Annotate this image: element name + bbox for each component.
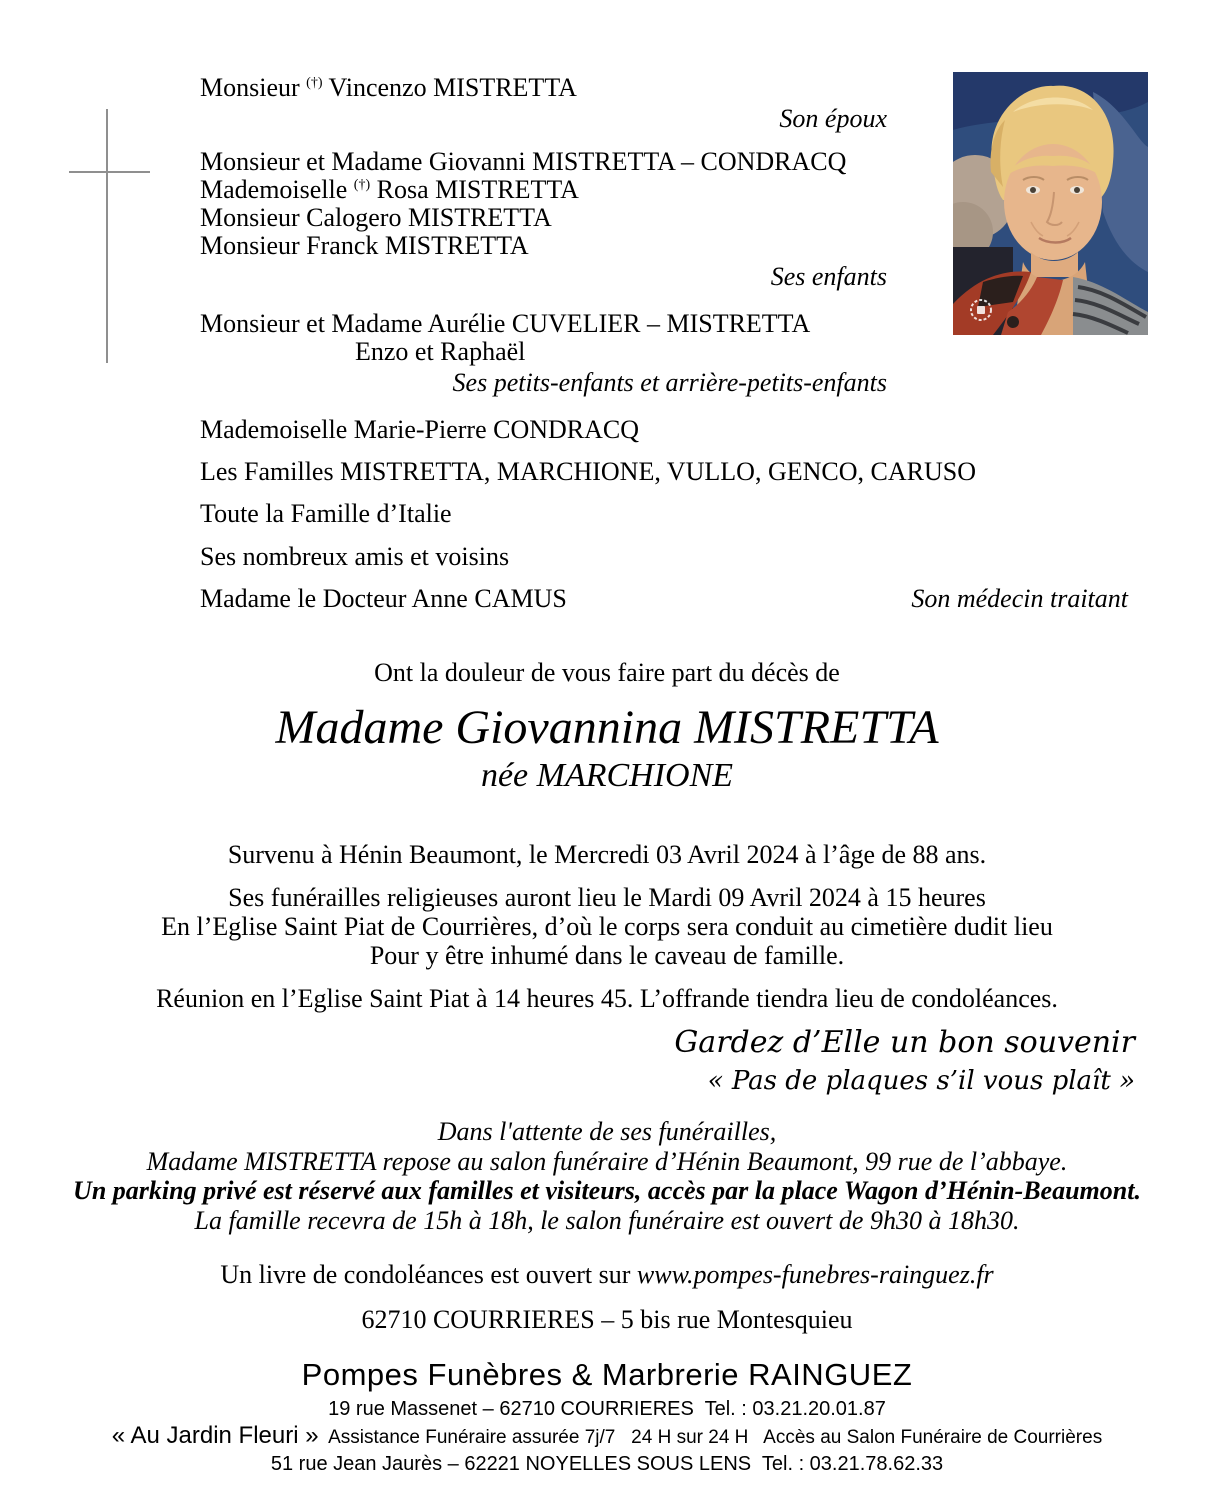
parking-line: Un parking privé est réservé aux familles et visiteurs, accès par la place Wagon d’Hénin-Beaumont. xyxy=(73,1176,1141,1205)
company-address-1: 19 rue Massenet – 62710 COURRIERES Tel. : 03.21.20.01.87 xyxy=(328,1398,886,1420)
condolence-website: www.pompes-funebres-rainguez.fr xyxy=(636,1260,994,1289)
husband-name-rest: Vincenzo MISTRETTA xyxy=(322,73,577,102)
funeral-line: En l’Eglise Saint Piat de Courrières, d’où le corps sera conduit au cimetière dudit lieu xyxy=(161,912,1053,941)
company-brand-quote: « Au Jardin Fleuri » xyxy=(111,1422,319,1449)
wake-section xyxy=(0,1117,1214,1235)
relation-label-grandchildren: Ses petits-enfants et arrière-petits-enfants xyxy=(452,368,887,397)
family-line-other: Les Familles MISTRETTA, MARCHIONE, VULLO, GENCO, CARUSO xyxy=(200,457,976,486)
footer-section xyxy=(0,1358,1214,1478)
family-line-child xyxy=(200,176,1135,204)
family-line-doctor xyxy=(200,585,1128,613)
address-line: 62710 COURRIERES – 5 bis rue Montesquieu xyxy=(361,1305,853,1334)
family-line-other: Toute la Famille d’Italie xyxy=(200,499,452,528)
family-line-grandchild: Monsieur et Madame Aurélie CUVELIER – MISTRETTA xyxy=(200,309,811,338)
funeral-line: Ses funérailles religieuses auront lieu le Mardi 09 Avril 2024 à 15 heures xyxy=(228,883,986,912)
death-date-line: Survenu à Hénin Beaumont, le Mercredi 03 Avril 2024 à l’âge de 88 ans. xyxy=(227,840,987,869)
condolence-book-line xyxy=(0,1260,1214,1290)
visiting-hours-line: La famille recevra de 15h à 18h, le salon funéraire est ouvert de 9h30 à 18h30. xyxy=(194,1205,1020,1235)
funeral-line: Pour y être inhumé dans le caveau de famille. xyxy=(369,941,845,970)
remembrance-section xyxy=(674,1024,1135,1098)
maiden-name: née MARCHIONE xyxy=(480,757,734,794)
relation-label-husband: Son époux xyxy=(779,104,887,133)
relation-label-doctor: Son médecin traitant xyxy=(911,584,1128,613)
company-address-2: 51 rue Jean Jaurès – 62221 NOYELLES SOUS LENS Tel. : 03.21.78.62.33 xyxy=(270,1453,944,1475)
relation-label-children: Ses enfants xyxy=(770,262,887,291)
remembrance-line: Gardez d’Elle un bon souvenir xyxy=(674,1025,1135,1060)
wake-line: Dans l'attente de ses funérailles, xyxy=(437,1117,777,1146)
deceased-name: Madame Giovannina MISTRETTA xyxy=(275,701,939,754)
company-name: Pompes Funèbres & Marbrerie RAINGUEZ xyxy=(301,1357,913,1392)
deceased-marker: (†) xyxy=(353,177,371,193)
husband-name: Monsieur xyxy=(200,73,307,102)
memorial-cross-icon xyxy=(106,109,108,363)
relatives-section xyxy=(200,74,1135,613)
memorial-cross-icon xyxy=(69,171,150,173)
family-line-other: Mademoiselle Marie-Pierre CONDRACQ xyxy=(200,415,640,444)
family-line-husband xyxy=(200,74,1135,102)
child-name: Mademoiselle xyxy=(200,175,354,204)
meeting-line: Réunion en l’Eglise Saint Piat à 14 heures 45. L’offrande tiendra lieu de condoléances. xyxy=(156,984,1058,1013)
announcement-section xyxy=(0,658,1214,796)
deceased-marker: (†) xyxy=(306,75,323,91)
family-line-child: Monsieur et Madame Giovanni MISTRETTA – CONDRACQ xyxy=(200,147,847,176)
funeral-schedule xyxy=(0,883,1214,970)
family-line-child: Monsieur Franck MISTRETTA xyxy=(200,231,529,260)
wake-line: Madame MISTRETTA repose au salon funéraire d’Hénin Beaumont, 99 rue de l’abbaye. xyxy=(146,1146,1068,1176)
family-line-child: Monsieur Calogero MISTRETTA xyxy=(200,203,552,232)
company-services-text: Assistance Funéraire assurée 7j/7 24 H sur 24 H Accès au Salon Funéraire de Courrières xyxy=(318,1427,1103,1448)
company-services-line xyxy=(0,1422,1214,1451)
child-name-rest: Rosa MISTRETTA xyxy=(370,175,579,204)
no-plaques-line: « Pas de plaques s’il vous plaît » xyxy=(707,1066,1135,1096)
condolence-text: Un livre de condoléances est ouvert sur xyxy=(220,1260,637,1289)
family-line-other: Ses nombreux amis et voisins xyxy=(200,542,510,571)
family-line-greatgrandchildren: Enzo et Raphaël xyxy=(355,337,526,366)
announcement-intro: Ont la douleur de vous faire part du décès de xyxy=(374,658,840,687)
funeral-details-section xyxy=(0,840,1214,1013)
doctor-name: Madame le Docteur Anne CAMUS xyxy=(200,584,567,613)
